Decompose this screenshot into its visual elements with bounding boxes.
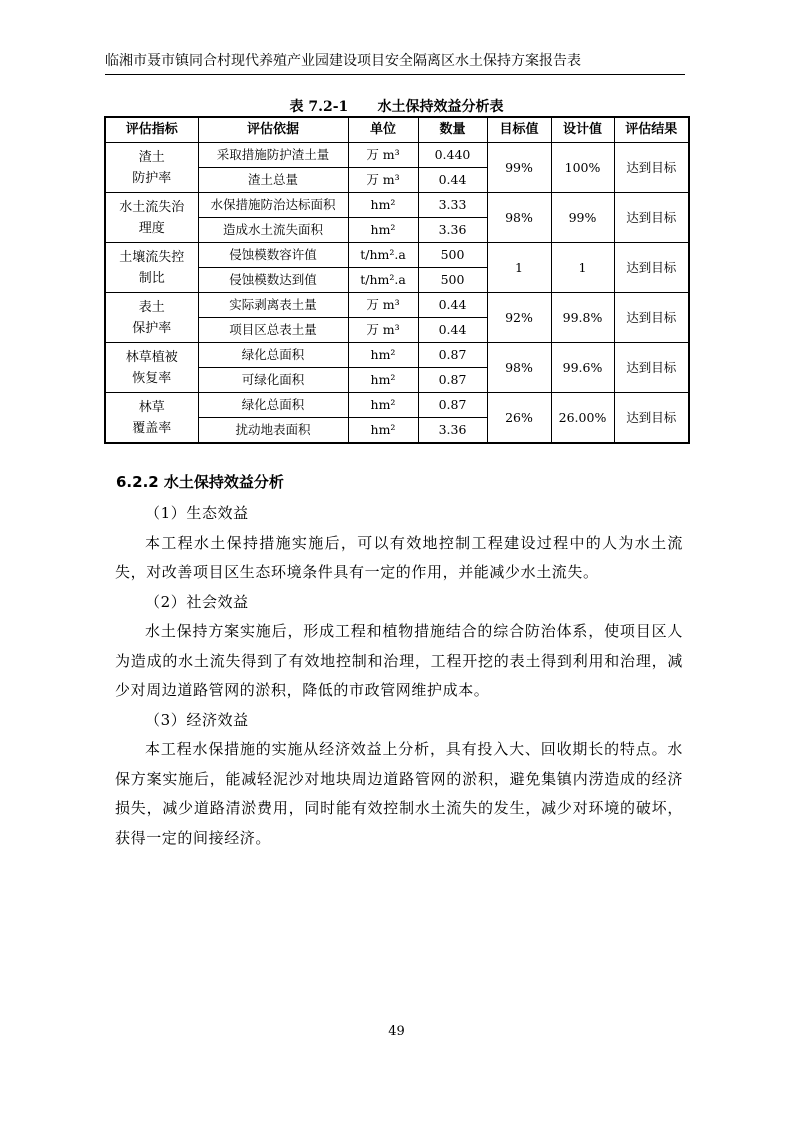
result-cell: 达到目标 [614, 293, 689, 343]
quantity-cell: 3.36 [418, 418, 487, 444]
unit-cell: 万 m³ [348, 143, 418, 168]
table-row [105, 293, 689, 318]
header-cell: 设计值 [551, 117, 614, 143]
target-cell: 1 [487, 243, 551, 293]
quantity-cell: 0.87 [418, 393, 487, 418]
page-number: 49 [388, 1024, 405, 1039]
section-body [115, 499, 683, 853]
basis-cell: 造成水土流失面积 [198, 218, 348, 243]
quantity-cell: 0.87 [418, 368, 487, 393]
paragraph: 本工程水土保持措施实施后，可以有效地控制工程建设过程中的人为水土流失，对改善项目区生态环境条件具有一定的作用，并能减少水土流失。 [115, 533, 683, 581]
benefit-table [104, 116, 690, 444]
basis-cell: 扰动地表面积 [198, 418, 348, 444]
design-cell: 99.6% [551, 343, 614, 393]
running-header: 临湘市聂市镇同合村现代养殖产业园建设项目安全隔离区水土保持方案报告表 [105, 48, 685, 75]
subheading: （1）生态效益 [145, 504, 249, 522]
subheading: （2）社会效益 [145, 592, 249, 611]
header-cell: 评估依据 [198, 117, 348, 143]
unit-cell: hm² [348, 218, 418, 243]
unit-cell: 万 m³ [348, 168, 418, 193]
header-cell: 目标值 [487, 117, 551, 143]
result-cell: 达到目标 [614, 143, 689, 193]
indicator-cell: 土壤流失控 制比 [105, 243, 198, 293]
quantity-cell: 3.36 [418, 218, 487, 243]
target-cell: 92% [487, 293, 551, 343]
indicator-cell: 林草 覆盖率 [105, 393, 198, 444]
target-cell: 98% [487, 193, 551, 243]
target-cell: 99% [487, 143, 551, 193]
result-cell: 达到目标 [614, 243, 689, 293]
result-cell: 达到目标 [614, 343, 689, 393]
header-cell: 评估指标 [105, 117, 198, 143]
unit-cell: t/hm².a [348, 243, 418, 268]
table-caption: 表 7.2-1 水土保持效益分析表 [289, 99, 504, 115]
design-cell: 1 [551, 243, 614, 293]
design-cell: 26.00% [551, 393, 614, 444]
paragraph: 水土保持方案实施后，形成工程和植物措施结合的综合防治体系，使项目区人为造成的水土流失得到了有效地控制和治理，工程开挖的表土得到利用和治理，减少对周边道路管网的淤积，降低的市政管网维护成本。 [115, 622, 683, 699]
header-cell: 评估结果 [614, 117, 689, 143]
basis-cell: 水保措施防治达标面积 [198, 193, 348, 218]
unit-cell: hm² [348, 418, 418, 444]
basis-cell: 侵蚀模数达到值 [198, 268, 348, 293]
quantity-cell: 0.44 [418, 168, 487, 193]
table-row [105, 343, 689, 368]
basis-cell: 渣土总量 [198, 168, 348, 193]
design-cell: 99% [551, 193, 614, 243]
unit-cell: 万 m³ [348, 293, 418, 318]
quantity-cell: 500 [418, 268, 487, 293]
quantity-cell: 500 [418, 243, 487, 268]
basis-cell: 实际剥离表土量 [198, 293, 348, 318]
unit-cell: hm² [348, 368, 418, 393]
quantity-cell: 0.44 [418, 293, 487, 318]
unit-cell: hm² [348, 193, 418, 218]
unit-cell: 万 m³ [348, 318, 418, 343]
basis-cell: 可绿化面积 [198, 368, 348, 393]
result-cell: 达到目标 [614, 393, 689, 444]
unit-cell: t/hm².a [348, 268, 418, 293]
unit-cell: hm² [348, 393, 418, 418]
indicator-cell: 渣土 防护率 [105, 143, 198, 193]
indicator-cell: 水土流失治 理度 [105, 193, 198, 243]
paragraph: 本工程水保措施的实施从经济效益上分析，具有投入大、回收期长的特点。水保方案实施后，能减轻泥沙对地块周边道路管网的淤积，避免集镇内涝造成的经济损失，减少道路清淤费用，同时能有效控制水土流失的发生，减少对环境的破坏，获得一定的间接经济。 [115, 740, 683, 847]
table-row [105, 393, 689, 418]
quantity-cell: 0.440 [418, 143, 487, 168]
table-row [105, 143, 689, 168]
table-row [105, 193, 689, 218]
quantity-cell: 3.33 [418, 193, 487, 218]
basis-cell: 采取措施防护渣土量 [198, 143, 348, 168]
indicator-cell: 表土 保护率 [105, 293, 198, 343]
header-cell: 数量 [418, 117, 487, 143]
table-header-row [105, 117, 689, 143]
basis-cell: 项目区总表土量 [198, 318, 348, 343]
basis-cell: 绿化总面积 [198, 393, 348, 418]
table-row [105, 243, 689, 268]
quantity-cell: 0.87 [418, 343, 487, 368]
quantity-cell: 0.44 [418, 318, 487, 343]
target-cell: 98% [487, 343, 551, 393]
unit-cell: hm² [348, 343, 418, 368]
indicator-cell: 林草植被 恢复率 [105, 343, 198, 393]
header-cell: 单位 [348, 117, 418, 143]
target-cell: 26% [487, 393, 551, 444]
section-title: 6.2.2 水土保持效益分析 [116, 473, 284, 491]
result-cell: 达到目标 [614, 193, 689, 243]
design-cell: 100% [551, 143, 614, 193]
basis-cell: 侵蚀模数容许值 [198, 243, 348, 268]
design-cell: 99.8% [551, 293, 614, 343]
basis-cell: 绿化总面积 [198, 343, 348, 368]
subheading: （3）经济效益 [145, 710, 249, 729]
